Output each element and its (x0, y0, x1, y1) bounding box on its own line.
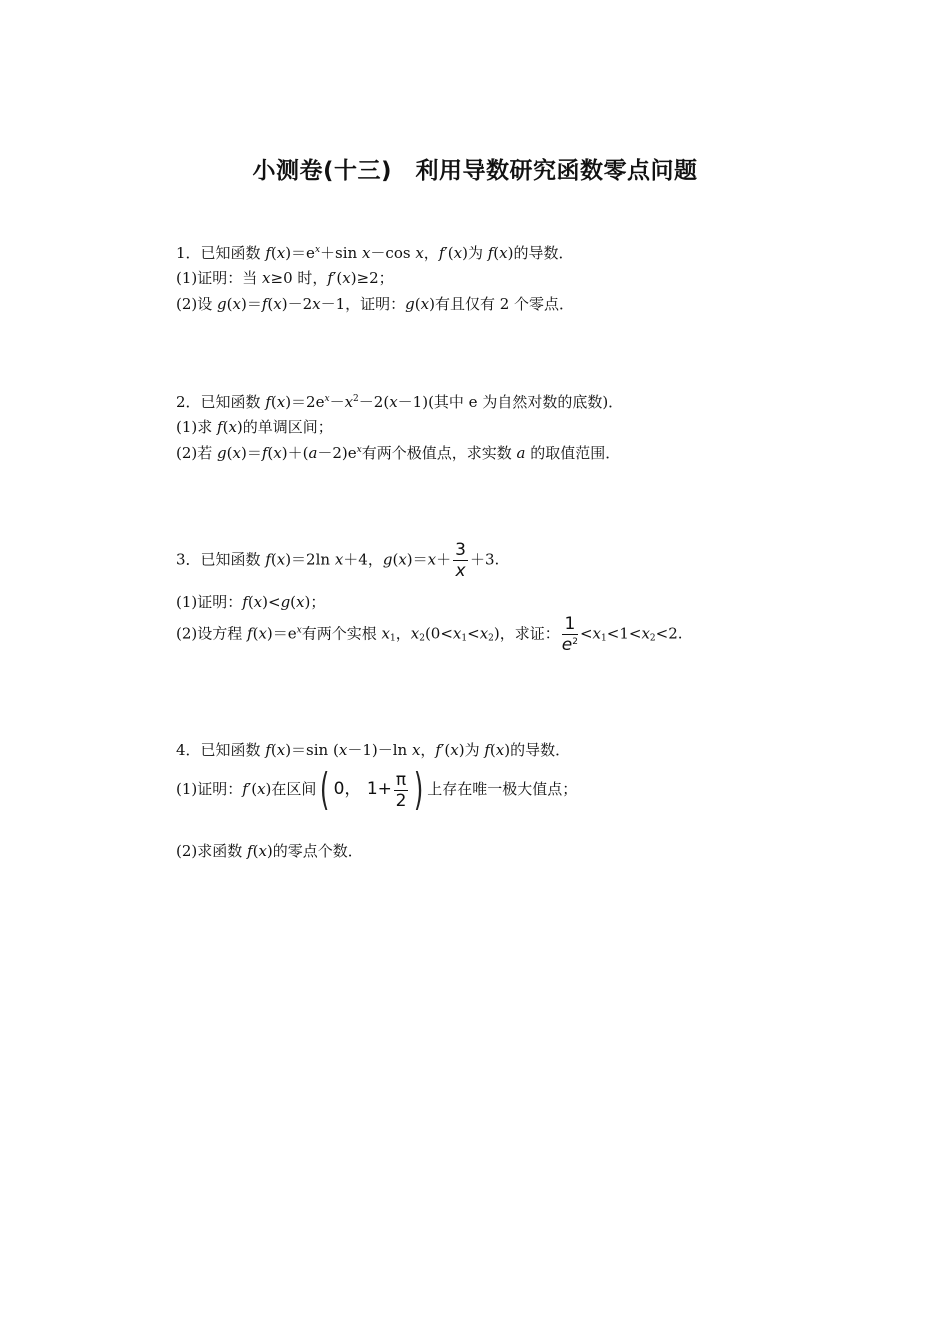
question-1-stem: 1．已知函数 $f(x)=e^x+\sin$ x－cos x，f′(x)为 f(x)的导数． (176, 244, 574, 262)
question-3-part-2: (2)设方程 $f(x)=e^x$有两个实根 $x_1$，$x_2(0<x_1<x_2)$，求证： $\frac{1}{e^2}$ $<x_1<1<x_2<2$. (176, 614, 683, 655)
question-1-part-2: (2)设 g(x)＝f(x)－2x－1，证明：g(x)有且仅有 2 个零点． (176, 295, 575, 313)
question-3-part-1: (1)证明：f(x)<g(x)； (176, 593, 326, 611)
fraction-1-over-e-squared: $\frac{1}{e^2}$ (561, 614, 578, 655)
question-2-part-1: (1)求 f(x)的单调区间； (176, 418, 333, 436)
question-4-part-2: (2)求函数 f(x)的零点个数． (176, 842, 363, 860)
question-1-part-1: (1)证明：当 x≥0 时，f′(x)≥2； (176, 269, 394, 287)
fraction-3-over-x: $\frac{3}{x}$ (455, 540, 466, 581)
question-3-stem: 3．已知函数 f(x)＝2ln x＋4，g(x)＝x＋ $\frac{3}{x}$ ＋3. (176, 540, 500, 581)
question-4-stem: 4．已知函数 f(x)＝sin (x－1)－ln x，f′(x)为 f(x)的导数． (176, 741, 571, 759)
fraction-pi-over-2: $\frac{\pi}{2}$ (395, 769, 407, 811)
page-title: 小测卷(十三) 利用导数研究函数零点问题 (252, 158, 698, 184)
question-2-part-2: (2)若 $g(x)=f(x)+(a-2)e^x$有两个极值点，求实数 a 的取值范围． (176, 444, 621, 462)
question-2-stem: 2．已知函数 $f(x)=2e^x-x^2-2(x-1)$(其中 e 为自然对数的底数)． (176, 393, 624, 411)
question-4-part-1: (1)证明：f′(x)在区间( 0， 1+ $\frac{\pi}{2}$ ) 上存在唯一极大值点； (176, 764, 578, 815)
